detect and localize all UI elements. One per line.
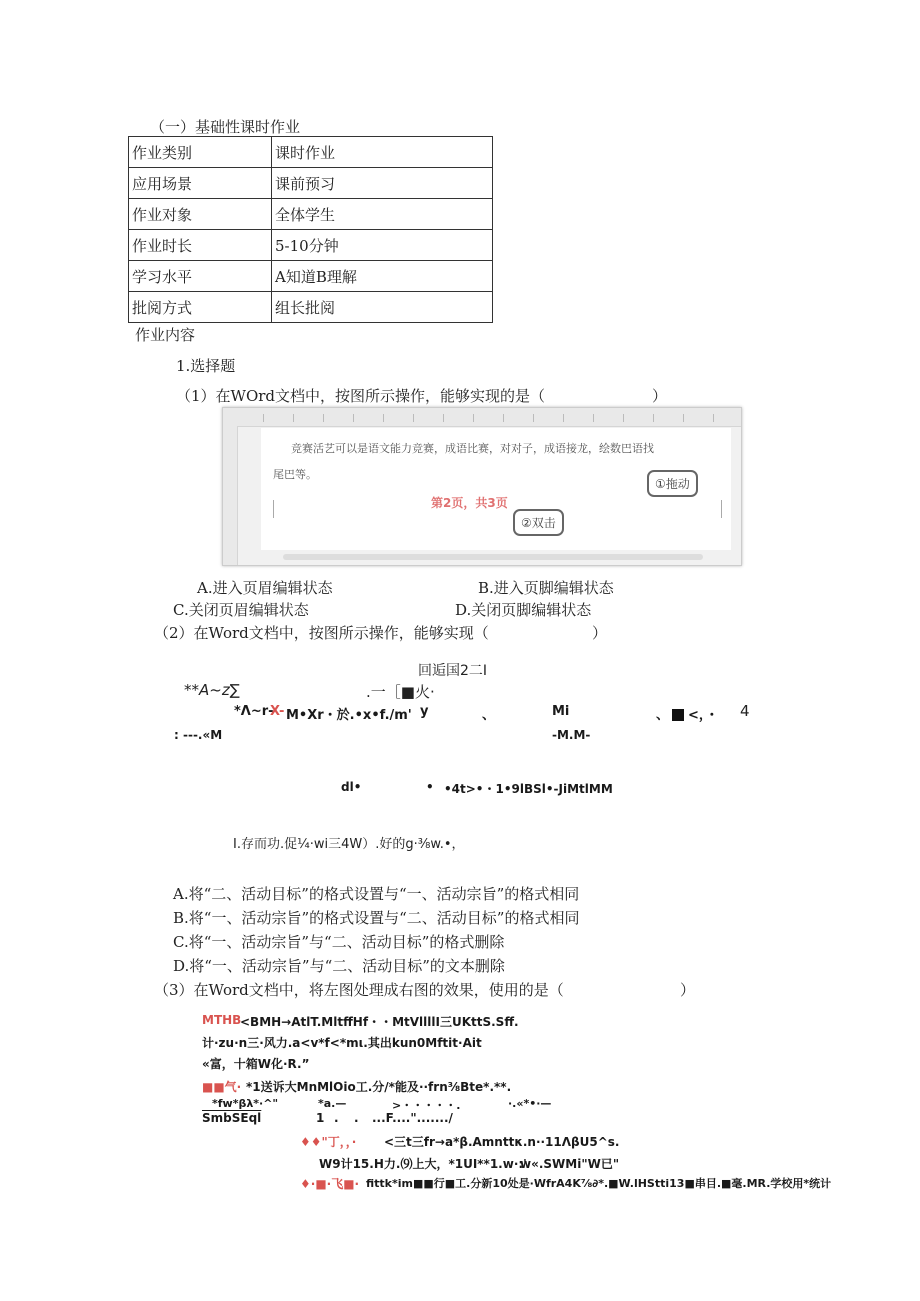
q3-stem-close: ）: [680, 981, 696, 999]
q2-figure-text: **A~z∑: [184, 681, 240, 699]
q3-figure-text: *1送诉大MnMlOio工.分/*能及··frn⅜Bte*.**.: [246, 1080, 512, 1094]
q2-figure-text: •: [426, 780, 434, 794]
q2-figure-text: -M.M-: [552, 728, 591, 742]
q3-figure-text: <三t三fr→a*β.Amnttκ.n··11ΛβU5^s.: [384, 1135, 620, 1149]
q2-option-b: B.将“一、活动宗旨”的格式设置与“二、活动目标”的格式相同: [173, 909, 580, 927]
q3-figure-text: ♦♦"丁，，·: [300, 1135, 357, 1149]
section-title: （一）基础性课时作业: [150, 118, 301, 136]
table-cell-value: 课时作业: [272, 137, 493, 168]
q2-figure-text: Mi: [552, 704, 570, 719]
q3-figure-text: *a.—: [318, 1097, 347, 1110]
q3-figure-text: ...F...."......./: [372, 1111, 453, 1125]
q3-figure-text: «富，十箱W化·R.”: [202, 1057, 310, 1071]
q2-figure-text: X-: [270, 704, 285, 719]
left-ruler: [223, 426, 238, 565]
top-ruler: [223, 408, 741, 427]
table-cell-value: 课前预习: [272, 168, 493, 199]
table-cell-key: 批阅方式: [129, 292, 272, 323]
table-row: [129, 261, 493, 292]
q2-figure-text: .一［■火·: [366, 683, 435, 701]
table-row: [129, 199, 493, 230]
q2-figure-text: M•Xr・於.•x•f./m': [286, 708, 412, 723]
q2-figure-text: dl•: [341, 780, 362, 794]
table-row: [129, 168, 493, 199]
q3-figure-text: *fw*βλ*·^": [212, 1097, 279, 1110]
q2-figure-text: : ---.«M: [174, 728, 223, 742]
q2-figure-text: 、: [656, 708, 670, 723]
q2-figure-text: y: [420, 704, 429, 719]
q2-option-a: A.将“二、活动目标”的格式设置与“一、活动宗旨”的格式相同: [173, 885, 580, 903]
q2-figure-text: 、: [482, 708, 496, 723]
q3-figure-text: .: [354, 1111, 359, 1125]
q1-option-a: A.进入页眉编辑状态: [197, 579, 333, 597]
q3-figure-text: <BMH→AtlT.MltffHf・・MtVllllI三UKttS.Sff.: [240, 1015, 519, 1029]
black-square-icon: [672, 704, 684, 723]
page-body-line: 尾巴等。: [273, 468, 317, 481]
callout-double-click: ②双击: [513, 509, 564, 536]
q2-option-d: D.将“一、活动宗旨”与“二、活动目标”的文本删除: [173, 957, 505, 975]
q3-figure-text: ■■气·: [202, 1080, 242, 1094]
content-heading: 作业内容: [135, 326, 196, 344]
table-row: [129, 137, 493, 168]
table-cell-value: A知道B理解: [272, 261, 493, 292]
q2-figure-title: 回逅国2二I: [418, 663, 488, 679]
table-row: [129, 230, 493, 261]
q1-option-b: B.进入页脚编辑状态: [478, 579, 614, 597]
table-cell-key: 学习水平: [129, 261, 272, 292]
q2-option-c: C.将“一、活动宗旨”与“二、活动目标”的格式删除: [173, 933, 505, 951]
q3-figure-text: ♦·■·飞■·: [300, 1177, 360, 1191]
margin-corner-mark: [273, 500, 284, 518]
table-cell-key: 作业类别: [129, 137, 272, 168]
table-cell-value: 全体学生: [272, 199, 493, 230]
horizontal-scrollbar[interactable]: [283, 554, 703, 560]
table-cell-value: 5-10分钟: [272, 230, 493, 261]
q3-figure-text: .: [334, 1111, 339, 1125]
q3-figure-text: fittk*im■■行■工.分新10处是·WfrA4K⅞∂*.■W.lHStti13■串目.■毫.MR.学校用*统计: [366, 1177, 832, 1190]
word-screenshot: [222, 407, 742, 566]
q3-figure-text: MTHB: [202, 1013, 242, 1027]
q3-figure-text: W9计15.H力.⑼上大，*1UI**1.w·:': [319, 1157, 527, 1171]
q2-stem-close: ）: [592, 624, 608, 642]
q3-figure-text: 1: [316, 1111, 325, 1125]
page-body-line: 竞赛活艺可以是语文能力竞赛，成语比赛，对对子，成语接龙，绘数巴语找: [291, 442, 654, 455]
q2-figure-text: 4: [740, 702, 750, 720]
q1-option-d: D.关闭页脚编辑状态: [455, 601, 592, 619]
q2-figure-text: *Λ~r-: [234, 704, 274, 719]
q1-option-c: C.关闭页眉编辑状态: [173, 601, 309, 619]
table-cell-value: 组长批阅: [272, 292, 493, 323]
margin-corner-mark: [711, 500, 722, 518]
q2-figure-text: •4t>•・1•9lBSl•-JiMtlMM: [444, 782, 613, 796]
table-row: [129, 292, 493, 323]
question-type: 1.选择题: [176, 357, 236, 375]
q3-figure-text: >・・・・・.: [392, 1099, 461, 1112]
q2-stem: （2）在Word文档中，按图所示操作，能够实现（: [154, 624, 489, 642]
homework-info-table: [128, 136, 493, 323]
callout-drag: ①拖动: [647, 470, 698, 497]
table-cell-key: 应用场景: [129, 168, 272, 199]
page-footer-number: 第2页，共3页: [431, 496, 508, 510]
q3-figure-text: w«.SWMi"W已": [520, 1157, 620, 1171]
q3-figure-text: ·.«*•·—: [508, 1097, 552, 1110]
q3-figure-text: SmbSEql: [202, 1111, 262, 1125]
q2-figure-text: I.存而功.促¼·wi三4W）.好的g·⅜w.•，: [233, 837, 465, 852]
q1-stem: （1）在WOrd文档中，按图所示操作，能够实现的是（: [176, 387, 546, 405]
q3-stem: （3）在Word文档中，将左图处理成右图的效果，使用的是（: [154, 981, 564, 999]
q3-figure-text: 计·zu·n三·风力.a<v*f<*mι.其出kun0Mftit·Ait: [202, 1036, 482, 1050]
q1-stem-close: ）: [652, 387, 668, 405]
table-cell-key: 作业时长: [129, 230, 272, 261]
q2-figure-text: <，・: [688, 708, 719, 723]
table-cell-key: 作业对象: [129, 199, 272, 230]
